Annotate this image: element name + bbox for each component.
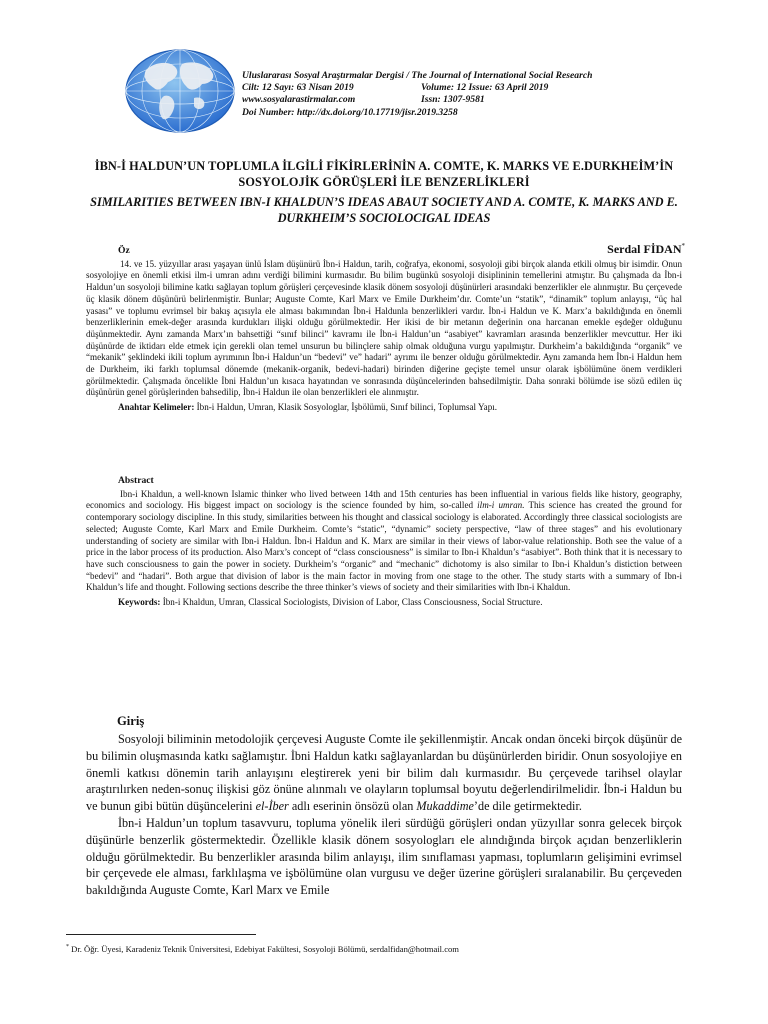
giris-section xyxy=(86,731,682,899)
abstract-section xyxy=(86,475,682,609)
issue-tr: Cilt: 12 Sayı: 63 Nisan 2019 xyxy=(242,82,354,94)
giris-p1-b: adlı eserinin önsözü olan xyxy=(288,799,417,814)
oz-heading: Öz xyxy=(118,245,130,256)
doi-number[interactable]: Doi Number: http://dx.doi.org/10.17719/jisr.2019.3258 xyxy=(242,106,458,118)
abstract-heading: Abstract xyxy=(118,475,154,486)
author-footnote-mark[interactable]: * xyxy=(681,242,685,250)
giris-p1-a: Sosyoloji biliminin metodolojik çerçevesi Auguste Comte ile şekillenmiştir. Ancak ondan önceki birçok düşünür de bu bilimin oluşmasında katkı sağlamıştır. İbni Haldun katkı sağlayanlardan bu düşünürlerden biridir. Onun sosyolojiye en önemli katkısı dönemin tarih anlayışını eleştirerek yeni bir bilim dalı kurmasıdır. Bu çerçevede tarihsel olaylar araştırılırken neden-sonuç ilişkisi göz önüne alınmalı ve olayların toplumsal boyutu değerlendirilmelidir. İbn-i Haldun bu ve bunun gibi bütün düşüncelerini xyxy=(86,732,682,814)
article-title-en: SIMILARITIES BETWEEN IBN-I KHALDUN’S IDEAS ABAUT SOCIETY AND A. COMTE, K. MARKS AND E. DURKHEIM’S SOCIOLOCIGAL IDEAS xyxy=(90,195,678,225)
issn: Issn: 1307-9581 xyxy=(421,94,485,106)
oz-keywords-label: Anahtar Kelimeler: xyxy=(118,402,195,413)
globe-logo-icon xyxy=(124,48,236,134)
journal-website-link[interactable]: www.sosyalarastirmalar.com xyxy=(242,94,356,106)
footnote-mark: * xyxy=(66,944,69,950)
journal-masthead xyxy=(242,70,672,119)
oz-keywords-text: İbn-i Haldun, Umran, Klasik Sosyologlar, İşbölümü, Sınıf bilinci, Toplumsal Yapı. xyxy=(194,402,498,413)
oz-keywords xyxy=(118,402,682,414)
oz-body: 14. ve 15. yüzyıllar arası yaşayan ünlü İslam düşünürü İbn-i Haldun, tarih, coğrafya, ekonomi, sosyoloji gibi birçok alanda etkili olmuş bir isimdir. Onun sosyolojiye en önemli etkisi ilm-i umran adını verdiği bilimini kurmasıdır. Bu bilim bugünkü sosyoloji disiplininin temellerini atmıştır. Bu çalışmada da İbn-i Haldun’un sosyoloji bilimine katkı sağlayan toplum görüşleri çerçevesinde klasik dönem sosyoloji düşünürleri arasındaki benzerlikler ele alınmıştır. Bu çerçevede üç klasik dönem düşünürü belirlenmiştir. Bunlar; Auguste Comte, Karl Marx ve Emile Durkheim’dır. Comte’un “statik”, “dinamik” toplum anlayışı, “üç hal yasası” ve toplumu evrimsel bir bakış açısıyla ele alması bakımından İbn-i Haldunla benzerlikleri vardır. İbn-i Haldun ve K. Marx’a bakıldığında en önemli benzerliklerinin emek-değer arasında kurdukları ilişki olduğu görülmektedir. Her ikisi de bir metanın değerinin ona harcanan emekle eşdeğer olduğunu düşünmektedir. Aynı zamanda Marx’ın bahsettiği “sınıf bilinci” kavramı ile İbn-i Haldun’un “asabiyet” kavramları arasında benzerlikler mevcuttur. Her iki düşünürde de iktidarı elde etmek için gerekli olan temel unsurun bu bilinçlere sahip olmak olduğuna vurgu yapılmıştır. Durkheim’a bakıldığında “organik” ve “mekanik” şeklindeki ikili toplum ayrımının İbn-i Haldun’un “bedevi” ve” hadari” ayrımı ile benzer olduğu görülmektedir. Aynı zamanda hem İbn-i Haldun hem de Durkheim, iki farklı toplumsal dönemde (mekanik-organik, bedevi-hadari) birinden diğerine geçişte temel unsur olarak işbölümüne önem verdikleri görülmektedir. Çalışmada öncelikle İbni Haldun’un kısaca hayatından ve sonrasında düşüncelerinden bahsedilmiştir. Daha sonraki bölümde ise sözü edilen üç düşünürün genel görüşlerinden bahsedilip, İbn-i Haldun ile olan benzerlikleri ele alınmıştır. xyxy=(86,258,682,398)
oz-section xyxy=(86,245,682,414)
giris-p1-c: ’de dile getirmektedir. xyxy=(473,799,582,814)
abstract-body xyxy=(86,489,682,594)
issue-en: Volume: 12 Issue: 63 April 2019 xyxy=(421,82,549,94)
journal-name: Uluslararası Sosyal Araştırmalar Dergisi / The Journal of International Social Research xyxy=(242,70,593,81)
giris-p1-em2: Mukaddime xyxy=(416,799,474,814)
giris-paragraph-2: İbn-i Haldun’un toplum tasavvuru, topluma yönelik ileri sürdüğü görüşleri ondan yüzyıllar sonra gelecek birçok düşünürle benzerlik göstermektedir. Özellikle klasik dönem sosyologları ele alındığında birçok açıdan benzerliklerin olduğu görülmektedir. Bu benzerlikler arasında bilim anlayışı, ilim sınıflaması yapması, toplumların gelişimini evrimsel bir çerçevede ele alması, farklılaşma ve işbölümüne olan vurgusu ve değer üzerine görüşleri sıralanabilir. Bu çerçeveden bakıldığında Auguste Comte, Karl Marx ve Emile xyxy=(86,815,682,898)
giris-p1-em1: el-İber xyxy=(255,799,289,814)
abstract-keywords-label: Keywords: xyxy=(118,597,161,608)
author-name-text: Serdal FİDAN xyxy=(607,242,682,256)
abstract-body-1: Ibn-i Khaldun, a well-known Islamic thinker who lived between 14th and 15th centuries has been influential in various fields like history, geography, economics and sociology. His biggest impact on sociology is the science founded by him, so-called xyxy=(86,488,682,511)
abstract-keywords xyxy=(118,597,682,609)
footnote xyxy=(66,942,686,955)
abstract-body-2: This science has created the ground for contemporary sociology discipline. In this study, similarities between his thought and classical sociology is elaborated. Accordingly three classical sociologists are selected; Auguste Comte, Karl Marx and Emile Durkheim. Comte’s “static”, “dynamic” society perspective, “law of three stages” and his evolutionary understanding of society are similar with Ibn-i Haldun. İbn-i Haldun and K. Marx are similar in their views of labor-value relationship. Both see the value of a price in the labor process of its production. Also Marx’s concept of “class consciousness” is similar to Ibn-i Khaldun’s “asabiyet”. Both think that it is necessary to have such consciousness to gain the power in society. Durkheim’s “organic” and “mechanic” dichotomy is also similar to Ibn-i Khaldun’s distiction between “bedevi” and “hadari”. Both argue that division of labor is the main factor in moving from one stage to the other. The study starts with a summary of Ibn-i Khaldun’s life and thought. Following sections describe the three thinker’s views of society and their similarities with Ibn-i Khaldun. xyxy=(86,500,682,593)
giris-heading: Giriş xyxy=(117,714,145,728)
article-title-tr: İBN-İ HALDUN’UN TOPLUMLA İLGİLİ FİKİRLERİNİN A. COMTE, K. MARKS VE E.DURKHEİM’İN SOSYOLOJİK GÖRÜŞLERİ İLE BENZERLİKLERİ xyxy=(94,159,674,189)
abstract-body-em: ilm-i umran. xyxy=(477,500,525,511)
footnote-text: Dr. Öğr. Üyesi, Karadeniz Teknik Üniversitesi, Edebiyat Fakültesi, Sosyoloji Bölümü, serdalfidan@hotmail.com xyxy=(69,943,459,954)
giris-paragraph-1 xyxy=(86,731,682,815)
footnote-divider xyxy=(66,934,256,935)
abstract-keywords-text: İbn-i Khaldun, Umran, Classical Sociologists, Division of Labor, Class Consciousness, Social Structure. xyxy=(160,597,543,608)
